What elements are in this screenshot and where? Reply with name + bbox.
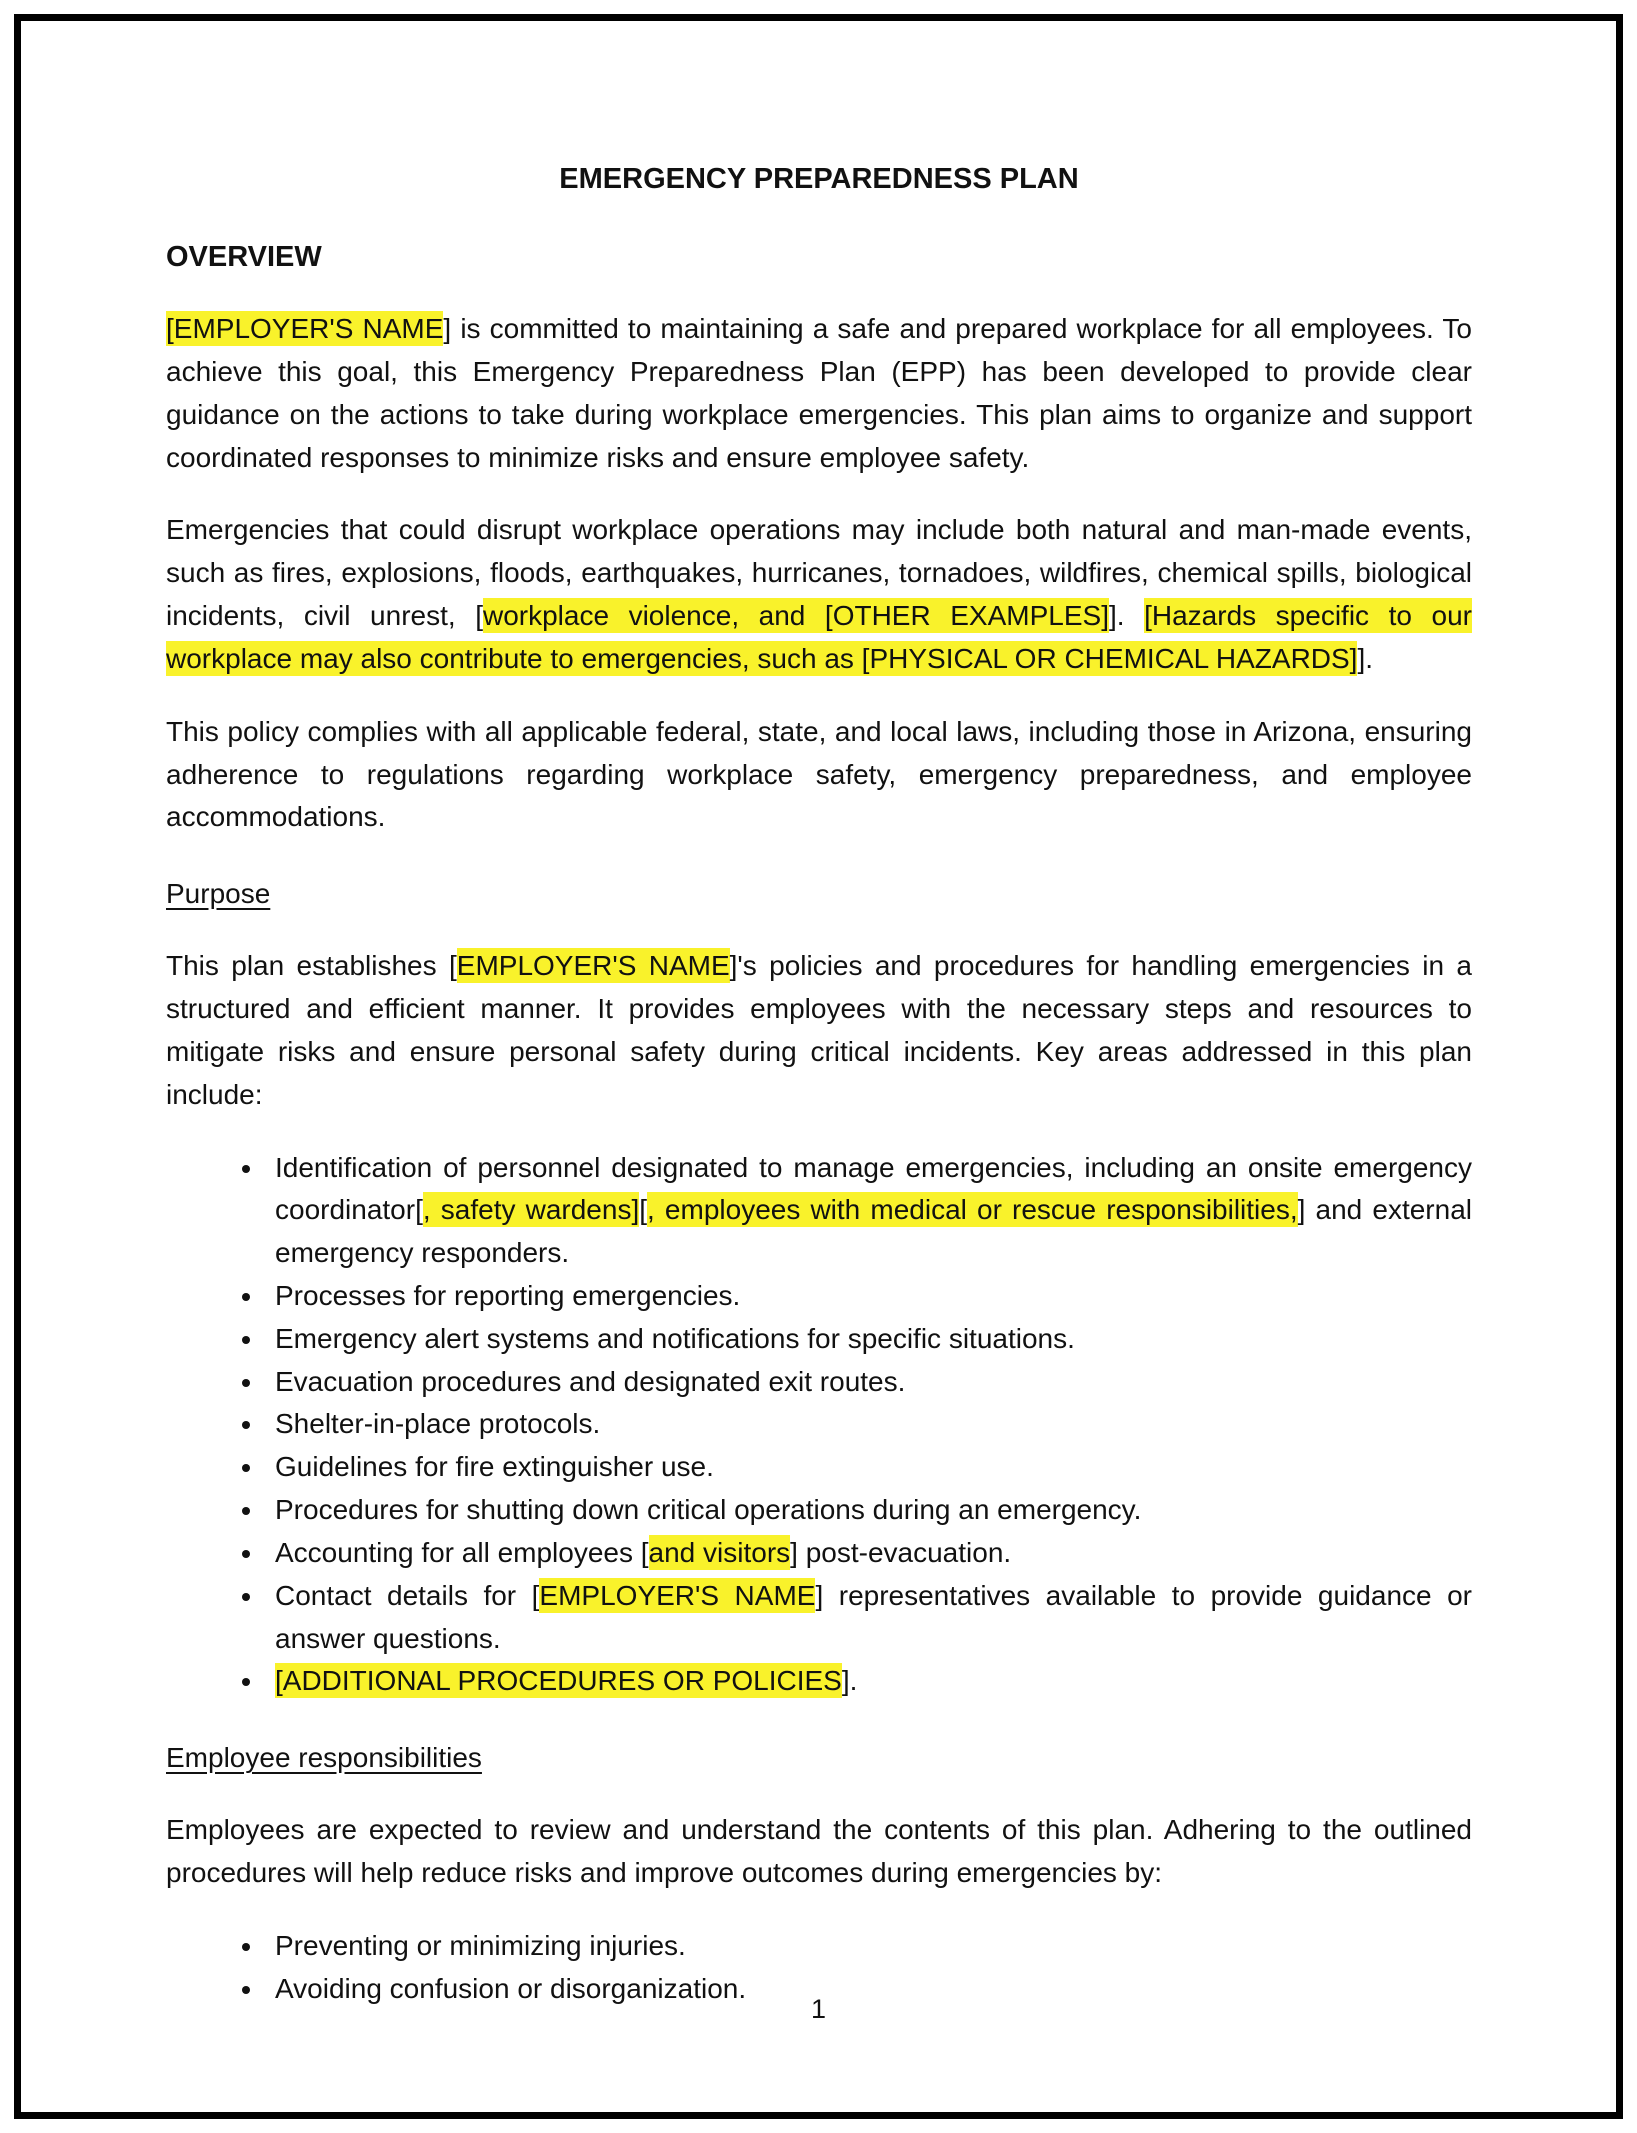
text-run: Procedures for shutting down critical operations during an emergency. [275, 1494, 1142, 1526]
list-item [265, 1925, 1472, 1968]
text-run: Employees are expected to review and understand the contents of this plan. Adhering to the outlined procedures will help reduce risks and improve outcomes during emergencies by: [166, 1814, 1472, 1889]
section-heading-purpose: Purpose [166, 878, 271, 910]
text-run: ]'s policies and procedures for handling emergencies in a structured and efficient manner. It provides employees with the necessary steps and resources to mitigate risks and ensure personal safety during critical incidents. Key areas addressed in this plan include: [166, 950, 1472, 1110]
text-run: ] is committed to maintaining a safe and prepared workplace for all employees. To achieve this goal, this Emergency Preparedness Plan (EPP) has been developed to provide clear guidance on the actions to take during workplace emergencies. This plan aims to organize and support coordinated responses to minimize risks and ensure employee safety. [166, 313, 1472, 473]
highlighted-text: [ADDITIONAL PROCEDURES OR POLICIES [275, 1665, 842, 1697]
section-heading-employee-responsibilities: Employee responsibilities [166, 1742, 482, 1774]
list-item [265, 1446, 1472, 1489]
text-run: Contact details for [ [275, 1579, 540, 1611]
text-run: This policy complies with all applicable federal, state, and local laws, including those in Arizona, ensuring adherence to regulations regarding workplace safety, emergency preparedness, and employee accommodations. [166, 715, 1472, 833]
list-item [265, 1147, 1472, 1275]
text-run: Avoiding confusion or disorganization. [275, 1972, 747, 2004]
text-run: ] representatives available to provide guidance or answer questions. [275, 1579, 1472, 1654]
highlighted-text: [Hazards specific to our workplace may also contribute to emergencies, such as [PHYSICAL OR CHEMICAL HAZARDS] [166, 600, 1472, 674]
list-item [265, 1532, 1472, 1575]
document-title: EMERGENCY PREPAREDNESS PLAN [559, 163, 1079, 195]
employee-responsibilities-intro-paragraph [166, 1809, 1472, 1895]
text-run: ] and external emergency responders. [275, 1194, 1472, 1269]
text-run: Shelter-in-place protocols. [275, 1408, 601, 1440]
text-run: Accounting for all employees [ [275, 1536, 649, 1568]
text-run: Evacuation procedures and designated exit routes. [275, 1365, 906, 1397]
text-run: Preventing or minimizing injuries. [275, 1929, 686, 1961]
purpose-intro-paragraph [166, 945, 1472, 1116]
purpose-bullet-list [166, 1147, 1472, 1704]
text-run: Processes for reporting emergencies. [275, 1280, 741, 1311]
text-run: ]. [1357, 642, 1374, 674]
highlighted-text: EMPLOYER'S NAME [456, 950, 730, 982]
highlighted-text: EMPLOYER'S NAME [539, 1579, 816, 1611]
text-run: Identification of personnel designated to manage emergencies, including an onsite emergency coordinator[ [275, 1151, 1472, 1226]
text-run: ]. [841, 1665, 858, 1697]
text-run: Emergencies that could disrupt workplace operations may include both natural and man-made events, such as fires, explosions, floods, earthquakes, hurricanes, tornadoes, wildfires, chemical spills, biological incidents, civil unrest, [ [166, 514, 1472, 632]
overview-paragraph-1 [166, 308, 1472, 479]
text-run: This plan establishes [ [166, 950, 457, 982]
page-number: 1 [810, 1994, 827, 2024]
list-item [265, 1489, 1472, 1532]
overview-paragraph-3 [166, 711, 1472, 839]
text-run: ] post-evacuation. [790, 1536, 1012, 1568]
text-run: Guidelines for fire extinguisher use. [275, 1451, 714, 1483]
list-item [265, 1660, 1472, 1703]
highlighted-text: [EMPLOYER'S NAME [166, 313, 444, 345]
list-item [265, 1318, 1472, 1361]
highlighted-text: , safety wardens] [422, 1194, 640, 1226]
overview-paragraph-2 [166, 509, 1472, 680]
highlighted-text: , employees with medical or rescue responsibilities, [647, 1194, 1298, 1226]
list-item [265, 1575, 1472, 1661]
section-heading-overview: OVERVIEW [166, 241, 322, 274]
list-item [265, 1275, 1472, 1318]
document-body [166, 158, 1472, 2041]
highlighted-text: workplace violence, and [OTHER EXAMPLES] [482, 600, 1109, 632]
list-item [265, 1361, 1472, 1404]
list-item [265, 1403, 1472, 1446]
highlighted-text: and visitors [648, 1536, 791, 1568]
text-run: Emergency alert systems and notifications for specific situations. [275, 1322, 1075, 1354]
text-run: ]. [1108, 600, 1145, 632]
text-run: [ [639, 1194, 648, 1226]
